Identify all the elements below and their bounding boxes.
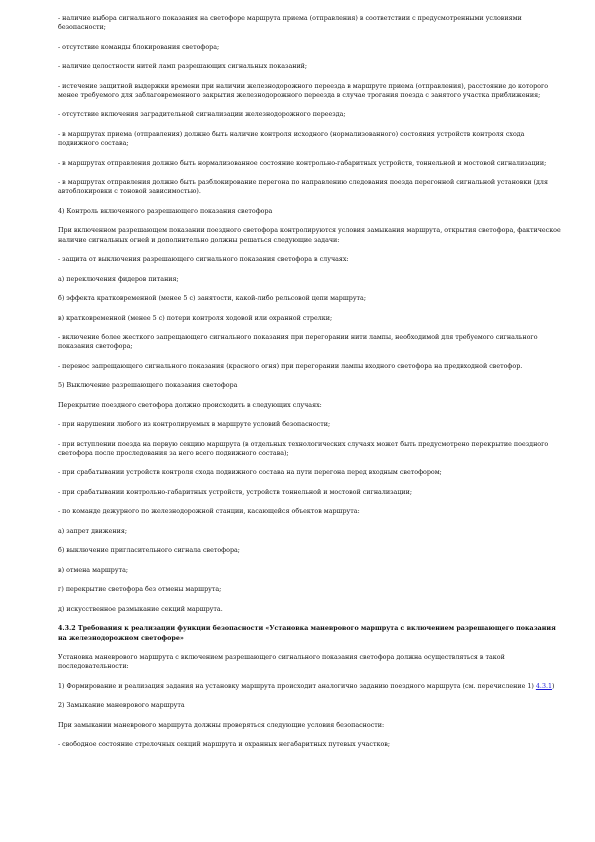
sub-item: а) переключения фидеров питания; <box>58 275 179 283</box>
condition-item: - наличие целостности нитей ламп разрешающих сигнальных показаний; <box>58 63 308 71</box>
numbered-item-tail: ) <box>552 682 555 690</box>
section-heading: 4.3.2 Требования к реализации функции безопасности «Установка маневрового маршрута с включением разрешающего показания на железнодорожном светофоре» <box>58 625 556 642</box>
condition-item: - включение более жесткого запрещающего сигнального показания при перегорании нити лампы, необходимой для требуемого сигнального показания светофора; <box>58 334 538 351</box>
sub-item: б) выключение пригласительного сигнала светофора; <box>58 547 240 555</box>
condition-item: - истечение защитной выдержки времени при наличии железнодорожного переезда в маршруте приема (отправления), расстояние до которого менее требуемого для заблаговременного закрытия железнодорожного переезда в случае трогания поезда с занятого участка приближения; <box>58 82 549 99</box>
subsection-title: 4) Контроль включенного разрешающего показания светофора <box>58 207 273 215</box>
condition-item: - при нарушении любого из контролируемых в маршруте условий безопасности; <box>58 421 331 429</box>
section-link[interactable]: 4.3.1 <box>535 682 553 690</box>
intro-paragraph: Установка маневрового маршрута с включением разрешающего сигнального показания светофора должна осуществляться в такой последовательности: <box>58 654 505 671</box>
subsection-title: 5) Выключение разрешающего показания светофора <box>58 382 238 390</box>
body-paragraph: При включенном разрешающем показании поездного светофора контролируются условия замыкания маршрута, открытия светофора, фактическое наличие сигнальных огней и дополнительно должны решаться следующие задачи: <box>58 227 561 244</box>
sub-item: в) кратковременной (менее 5 с) потери контроля ходовой или охранной стрелки; <box>58 314 333 322</box>
body-paragraph: Перекрытие поездного светофора должно происходить в следующих случаях: <box>58 401 322 409</box>
condition-item: - отсутствие включения заградительной сигнализации железнодорожного переезда; <box>58 111 346 119</box>
sub-item: б) эффекта кратковременной (менее 5 с) занятости, какой-либо рельсовой цепи маршрута; <box>58 295 366 303</box>
condition-item: - в маршрутах приема (отправления) должно быть наличие контроля исходного (нормализованного) состояния устройств контроля схода подвижного состава; <box>58 130 525 148</box>
condition-item: - в маршрутах отправления должно быть нормализованное состояние контрольно-габаритных устройств, тоннельной и мостовой сигнализации; <box>58 159 547 167</box>
condition-item: - по команде дежурного по железнодорожной станции, касающейся объектов маршрута: <box>58 508 360 516</box>
numbered-item <box>58 682 563 691</box>
body-paragraph: При замыкании маневрового маршрута должны проверяться следующие условия безопасности: <box>58 721 385 729</box>
condition-item: - при вступлении поезда на первую секцию маршрута (в отдельных технологических случаях может быть предусмотрено перекрытие поездного светофора после проследования за него всего подвижного состава); <box>58 440 549 457</box>
condition-item: - наличие выбора сигнального показания на светофоре маршрута приема (отправления) в соответствии с предусмотренными условиями безопасности; <box>58 15 522 32</box>
condition-item: - в маршрутах отправления должно быть разблокирование перегона по направлению следования поезда перегонной сигнальной установки (для автоблокировки с тоновой зависимостью). <box>58 179 548 196</box>
numbered-item-text: 1) Формирование и реализация задания на установку маршрута происходит аналогично заданию поездного маршрута (см. перечисление 1) <box>58 682 534 690</box>
condition-item: - перенос запрещающего сигнального показания (красного огня) при перегорании лампы входного светофора на предвходной светофор. <box>58 362 523 370</box>
condition-item: - защита от выключения разрешающего сигнального показания светофора в случаях: <box>58 256 349 264</box>
condition-item: - при срабатывании контрольно-габаритных устройств, устройств тоннельной и мостовой сигнализации; <box>58 488 412 496</box>
sub-item: д) искусственное размыкание секций маршрута. <box>58 605 223 613</box>
sub-item: в) отмена маршрута; <box>58 566 129 574</box>
condition-item: - при срабатывании устройств контроля схода подвижного состава на пути перегона перед входным светофором; <box>58 469 442 477</box>
sub-item: г) перекрытие светофора без отмены маршрута; <box>58 586 222 594</box>
condition-item: - свободное состояние стрелочных секций маршрута и охранных негабаритных путевых участков; <box>58 741 390 749</box>
document-page <box>58 14 563 760</box>
subsection-title: 2) Замыкание маневрового маршрута <box>58 702 185 710</box>
sub-item: а) запрет движения; <box>58 527 127 535</box>
condition-item: - отсутствие команды блокирования светофора; <box>58 43 220 51</box>
